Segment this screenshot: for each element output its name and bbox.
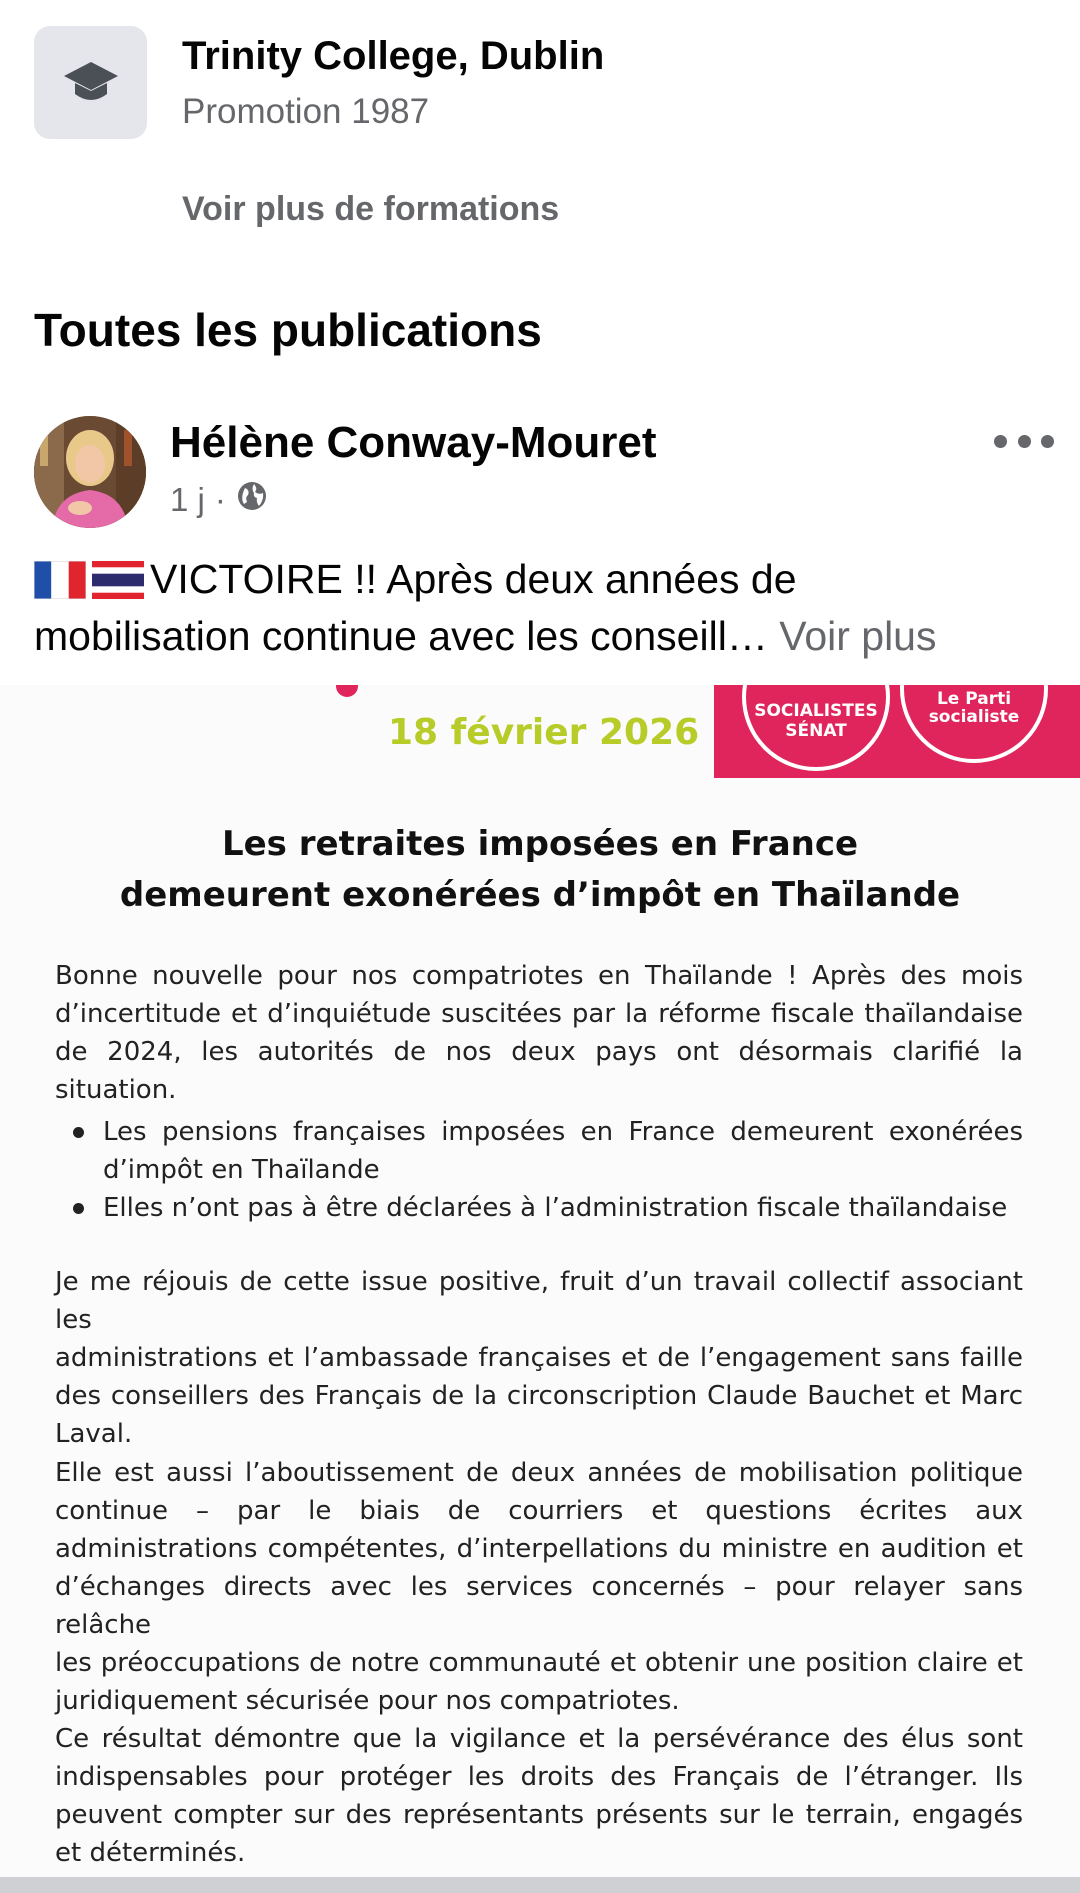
school-name: Trinity College, Dublin	[182, 34, 605, 78]
document-paragraph-2: Je me réjouis de cette issue positive, fruit d’un travail collectif associant les administrations et l’ambassade françaises et de l’engagement sans faille des conseillers des Français de la circonscription Claude Bauchet et Marc Laval.	[55, 1267, 1023, 1449]
document-title: Les retraites imposées en France demeurent exonérées d’impôt en Thaïlande	[119, 824, 961, 915]
parti-socialiste-logo: Le Parti socialiste	[900, 685, 1048, 763]
school-detail: Promotion 1987	[182, 92, 430, 131]
post-image[interactable]	[0, 685, 1080, 1877]
socialistes-senat-logo: SOCIALISTES SÉNAT	[742, 685, 890, 771]
bottom-divider	[0, 1877, 1080, 1893]
document-bullet-list	[55, 1113, 1023, 1227]
logo-fragment	[336, 685, 358, 697]
globe-icon	[236, 480, 268, 520]
france-flag-icon	[34, 557, 86, 595]
post-header	[34, 416, 1054, 531]
document-paragraph-4: Ce résultat démontre que la vigilance et la persévérance des élus sont indispensables pour protéger les droits des Français de l’étranger. Ils peuvent compter sur des représentants présents sur le terrain, engagés et déterminés.	[55, 1724, 1023, 1868]
party-banner	[714, 685, 1080, 778]
thailand-flag-icon	[92, 557, 144, 595]
document-paragraph-1: Bonne nouvelle pour nos compatriotes en Thaïlande ! Après des mois d’incertitude et d’inquiétude suscitées par la réforme fiscale thaïlandaise de 2024, les autorités de nos deux pays ont désormais clarifié la situation.	[55, 961, 1023, 1105]
document-date: 18 février 2026	[388, 712, 700, 753]
more-horizontal-icon[interactable]	[994, 424, 1054, 458]
post-text	[34, 551, 1054, 665]
author-name[interactable]: Hélène Conway-Mouret	[170, 418, 657, 467]
see-more-post-link[interactable]: Voir plus	[779, 613, 937, 659]
see-more-education-link[interactable]: Voir plus de formations	[182, 190, 560, 228]
avatar[interactable]	[34, 416, 146, 528]
section-title: Toutes les publications	[34, 304, 542, 356]
education-entry[interactable]	[34, 26, 1044, 141]
list-item: Les pensions françaises imposées en France demeurent exonérées d’impôt en Thaïlande	[55, 1113, 1023, 1189]
post-text-line-2: mobilisation continue avec les conseill…	[34, 613, 768, 659]
document-paragraph-3: Elle est aussi l’aboutissement de deux années de mobilisation politique continue – par le biais de courriers et questions écrites aux administrations compétentes, d’interpellations du ministre en audition et d’échanges directs avec les services concernés – pour relayer sans relâche les préoccupations de notre communauté et obtenir une position claire et juridiquement sécurisée pour nos compatriotes.	[55, 1458, 1023, 1716]
post-time[interactable]: 1 j	[170, 481, 205, 518]
list-item: Elles n’ont pas à être déclarées à l’administration fiscale thaïlandaise	[55, 1189, 1023, 1227]
graduation-cap-icon	[34, 26, 147, 139]
post-text-line-1: VICTOIRE !! Après deux années de	[150, 556, 797, 602]
meta-separator: ·	[214, 481, 226, 518]
post-meta	[170, 478, 268, 522]
